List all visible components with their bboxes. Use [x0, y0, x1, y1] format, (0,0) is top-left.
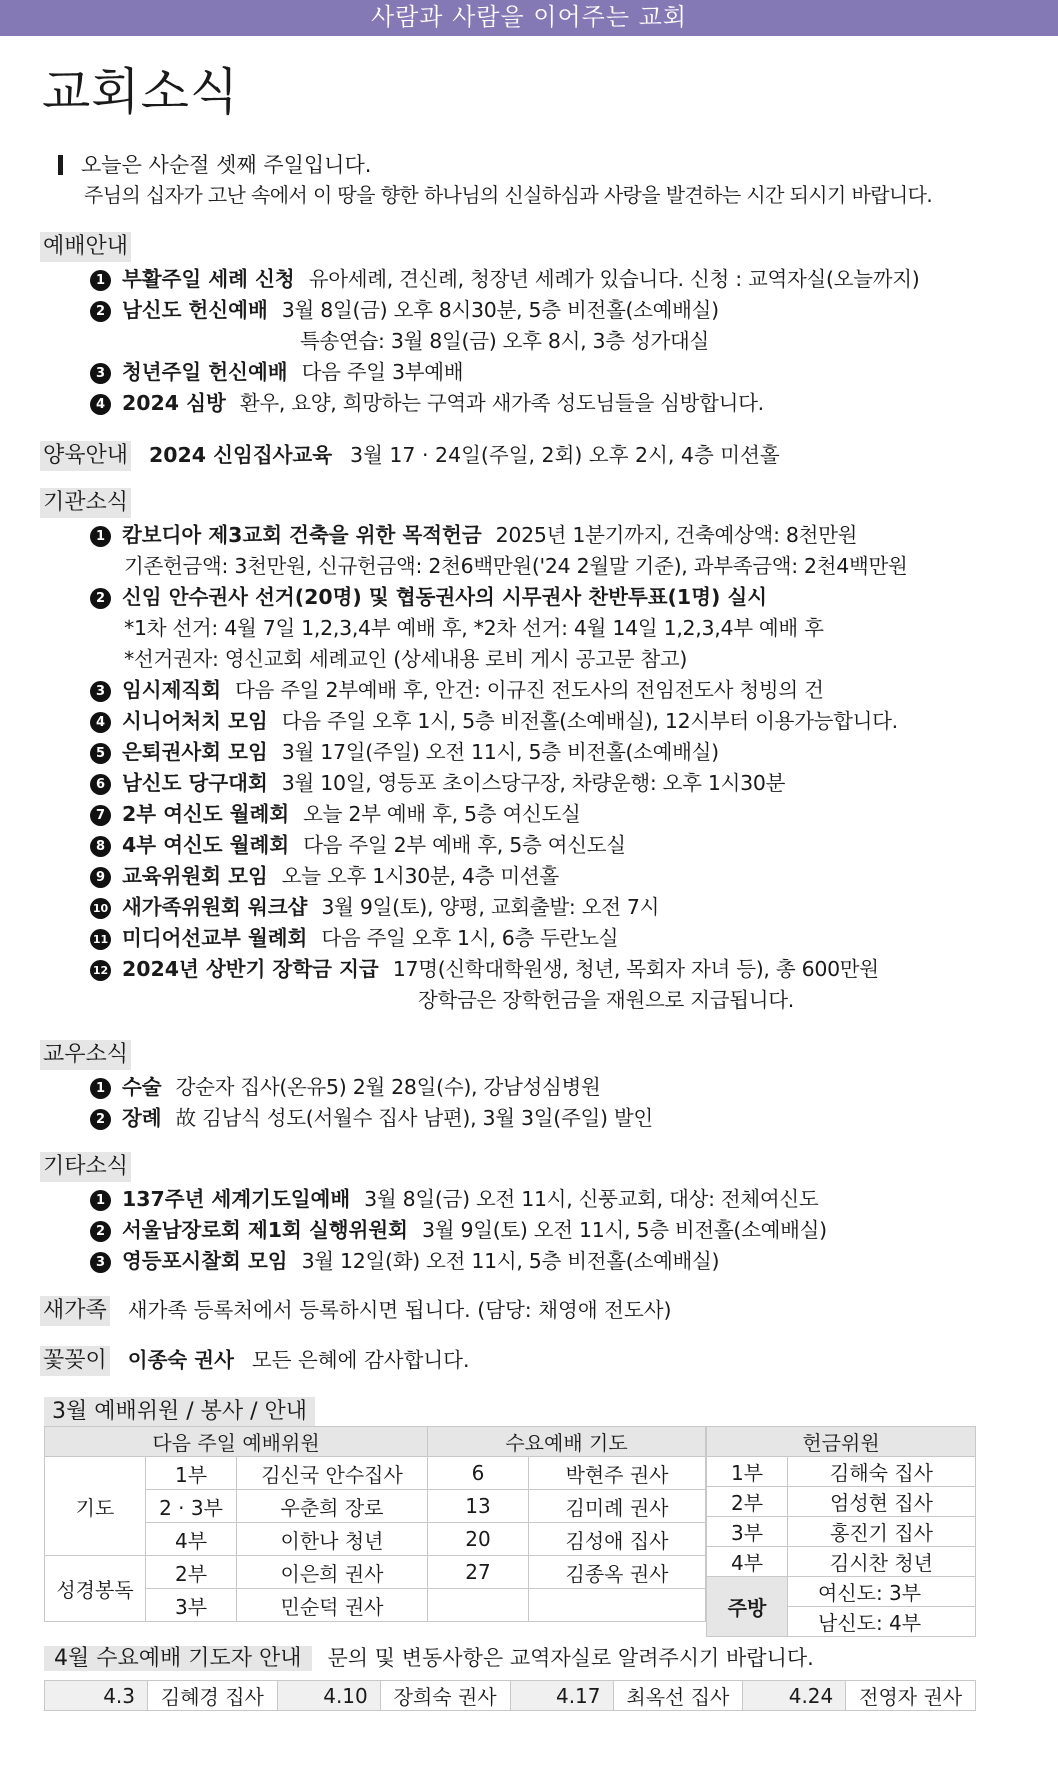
table-row: 4.3 김혜경 집사 4.10 장희숙 권사 4.17 최옥선 집사 4.24 전영자 권사	[45, 1681, 976, 1711]
role-label: 기도	[45, 1457, 146, 1556]
list-item: 3 청년주일 헌신예배 다음 주일 3부예배	[40, 357, 1000, 388]
section-education	[40, 440, 1000, 471]
list-item: 2 신임 안수권사 선거(20명) 및 협동권사의 시무권사 찬반투표(1명) 실시	[40, 582, 1000, 613]
circled-number-icon: 3	[90, 363, 111, 384]
new-family-detail: 새가족 등록처에서 등록하시면 됩니다. (담당: 채영애 전도사)	[127, 1298, 672, 1322]
list-item: 2 남신도 헌신예배 3월 8일(금) 오후 8시30분, 5층 비전홀(소예배실)	[40, 295, 1000, 326]
table-row: 4부 이한나 청년 20 김성애 집사	[45, 1523, 706, 1556]
intro-message	[58, 150, 998, 210]
list-item: 7 2부 여신도 월례회 오늘 2부 예배 후, 5층 여신도실	[40, 799, 1000, 830]
table-header: 다음 주일 예배위원	[45, 1427, 428, 1457]
table-header: 헌금위원	[707, 1427, 976, 1457]
circled-number-icon: 5	[90, 743, 111, 764]
circled-number-icon: 6	[90, 774, 111, 795]
april-note: 문의 및 변동사항은 교역자실로 알려주시기 바랍니다.	[327, 1646, 814, 1670]
list-item: 6 남신도 당구대회 3월 10일, 영등포 초이스당구장, 차량운행: 오후 1시30분	[40, 768, 1000, 799]
table-header: 수요예배 기도	[428, 1427, 706, 1457]
intro-line-2: 주님의 십자가 고난 속에서 이 땅을 향한 하나님의 신실하심과 사랑을 발견하는 시간 되시기 바랍니다.	[84, 183, 933, 207]
circled-number-icon: 8	[90, 836, 111, 857]
role-label: 성경봉독	[45, 1556, 146, 1622]
table-row: 1부 김해숙 집사	[707, 1457, 976, 1487]
section-new-family	[40, 1295, 1000, 1326]
section-title-worship: 예배안내	[40, 232, 131, 262]
section-flowers	[40, 1345, 1000, 1376]
list-item: 2 서울남장로회 제1회 실행위원회 3월 9일(토) 오전 11시, 5층 비전홀(소예배실)	[40, 1215, 1000, 1246]
section-institution	[40, 488, 1000, 1016]
circled-number-icon: 4	[90, 394, 111, 415]
section-other	[40, 1152, 1000, 1277]
table-row: 2 · 3부 우춘희 장로 13 김미례 권사	[45, 1490, 706, 1523]
table-row: 3부 홍진기 집사	[707, 1517, 976, 1547]
list-item: 10 새가족위원회 워크샵 3월 9일(토), 양평, 교회출발: 오전 7시	[40, 892, 1000, 923]
list-item-continuation: 특송연습: 3월 8일(금) 오후 8시, 3층 성가대실	[300, 329, 710, 353]
circled-number-icon: 2	[90, 588, 111, 609]
list-item: 12 2024년 상반기 장학금 지급 17명(신학대학원생, 청년, 목회자 자녀 등), 총 600만원	[40, 954, 1000, 985]
circled-number-icon: 10	[90, 898, 111, 919]
section-title-institution: 기관소식	[40, 488, 131, 518]
offering-committee-table	[706, 1426, 976, 1637]
circled-number-icon: 2	[90, 1109, 111, 1130]
section-title-flowers: 꽃꽂이	[40, 1346, 110, 1376]
circled-number-icon: 3	[90, 1252, 111, 1273]
list-item: 8 4부 여신도 월례회 다음 주일 2부 예배 후, 5층 여신도실	[40, 830, 1000, 861]
list-item-continuation: *1차 선거: 4월 7일 1,2,3,4부 예배 후, *2차 선거: 4월 14일 1,2,3,4부 예배 후	[124, 616, 824, 640]
bullet-bar-icon	[58, 155, 63, 175]
table-row: 주방 여신도: 3부	[707, 1577, 976, 1607]
circled-number-icon: 7	[90, 805, 111, 826]
april-heading: 4월 수요예배 기도자 안내	[44, 1646, 312, 1671]
table-row: 성경봉독 2부 이은희 권사 27 김종옥 권사	[45, 1556, 706, 1589]
circled-number-icon: 1	[90, 1190, 111, 1211]
list-item: 1 수술 강순자 집사(온유5) 2월 28일(수), 강남성심병원	[40, 1072, 1000, 1103]
circled-number-icon: 12	[90, 960, 111, 981]
page-title: 교회소식	[42, 63, 240, 121]
list-item: 4 시니어처치 모임 다음 주일 오후 1시, 5층 비전홀(소예배실), 12시부터 이용가능합니다.	[40, 706, 1000, 737]
circled-number-icon: 3	[90, 681, 111, 702]
list-item: 5 은퇴권사회 모임 3월 17일(주일) 오전 11시, 5층 비전홀(소예배실)	[40, 737, 1000, 768]
list-item: 1 캄보디아 제3교회 건축을 위한 목적헌금 2025년 1분기까지, 건축예상액: 8천만원	[40, 520, 1000, 551]
april-prayer-table	[44, 1680, 976, 1711]
section-title-members: 교우소식	[40, 1040, 131, 1070]
circled-number-icon: 1	[90, 526, 111, 547]
list-item: 9 교육위원회 모임 오늘 오후 1시30분, 4층 미션홀	[40, 861, 1000, 892]
education-name: 2024 신임집사교육	[149, 443, 333, 467]
education-detail: 3월 17 · 24일(주일, 2회) 오후 2시, 4층 미션홀	[350, 443, 780, 467]
march-table-heading: 3월 예배위원 / 봉사 / 안내	[44, 1397, 315, 1427]
list-item: 1 137주년 세계기도일예배 3월 8일(금) 오전 11시, 신풍교회, 대상: 전체여신도	[40, 1184, 1000, 1215]
church-slogan-banner: 사람과 사람을 이어주는 교회	[0, 0, 1058, 36]
table-row: 2부 엄성현 집사	[707, 1487, 976, 1517]
section-members	[40, 1040, 1000, 1134]
list-item-continuation: *선거권자: 영신교회 세례교인 (상세내용 로비 게시 공고문 참고)	[124, 647, 688, 671]
flowers-detail: 모든 은혜에 감사합니다.	[251, 1348, 470, 1372]
kitchen-label: 주방	[707, 1577, 788, 1637]
list-item: 3 영등포시찰회 모임 3월 12일(화) 오전 11시, 5층 비전홀(소예배실)	[40, 1246, 1000, 1277]
circled-number-icon: 4	[90, 712, 111, 733]
list-item: 1 부활주일 세례 신청 유아세례, 견신례, 청장년 세례가 있습니다. 신청 : 교역자실(오늘까지)	[40, 264, 1000, 295]
table-row: 3부 민순덕 권사	[45, 1589, 706, 1622]
list-item-continuation: 기존헌금액: 3천만원, 신규헌금액: 2천6백만원('24 2월말 기준), 과부족금액: 2천4백만원	[124, 554, 908, 578]
circled-number-icon: 2	[90, 301, 111, 322]
intro-line-1: 오늘은 사순절 셋째 주일입니다.	[81, 153, 372, 177]
flowers-donor: 이종숙 권사	[127, 1348, 234, 1372]
list-item: 4 2024 심방 환우, 요양, 희망하는 구역과 새가족 성도님들을 심방합니다.	[40, 388, 1000, 419]
march-service-table	[44, 1426, 706, 1622]
list-item: 3 임시제직회 다음 주일 2부예배 후, 안건: 이규진 전도사의 전임전도사 청빙의 건	[40, 675, 1000, 706]
section-worship	[40, 232, 1000, 419]
table-row: 남신도: 4부	[707, 1607, 976, 1637]
section-title-other: 기타소식	[40, 1152, 131, 1182]
circled-number-icon: 1	[90, 1078, 111, 1099]
circled-number-icon: 2	[90, 1221, 111, 1242]
list-item: 11 미디어선교부 월례회 다음 주일 오후 1시, 6층 두란노실	[40, 923, 1000, 954]
table-row: 4부 김시찬 청년	[707, 1547, 976, 1577]
list-item-continuation: 장학금은 장학헌금을 재원으로 지급됩니다.	[418, 988, 794, 1012]
table-row: 기도 1부 김신국 안수집사 6 박현주 권사	[45, 1457, 706, 1490]
april-heading-row	[44, 1643, 814, 1674]
section-title-new-family: 새가족	[40, 1296, 110, 1326]
circled-number-icon: 1	[90, 270, 111, 291]
circled-number-icon: 9	[90, 867, 111, 888]
list-item: 2 장례 故 김남식 성도(서월수 집사 남편), 3월 3일(주일) 발인	[40, 1103, 1000, 1134]
section-title-education: 양육안내	[40, 441, 131, 471]
circled-number-icon: 11	[90, 929, 111, 950]
